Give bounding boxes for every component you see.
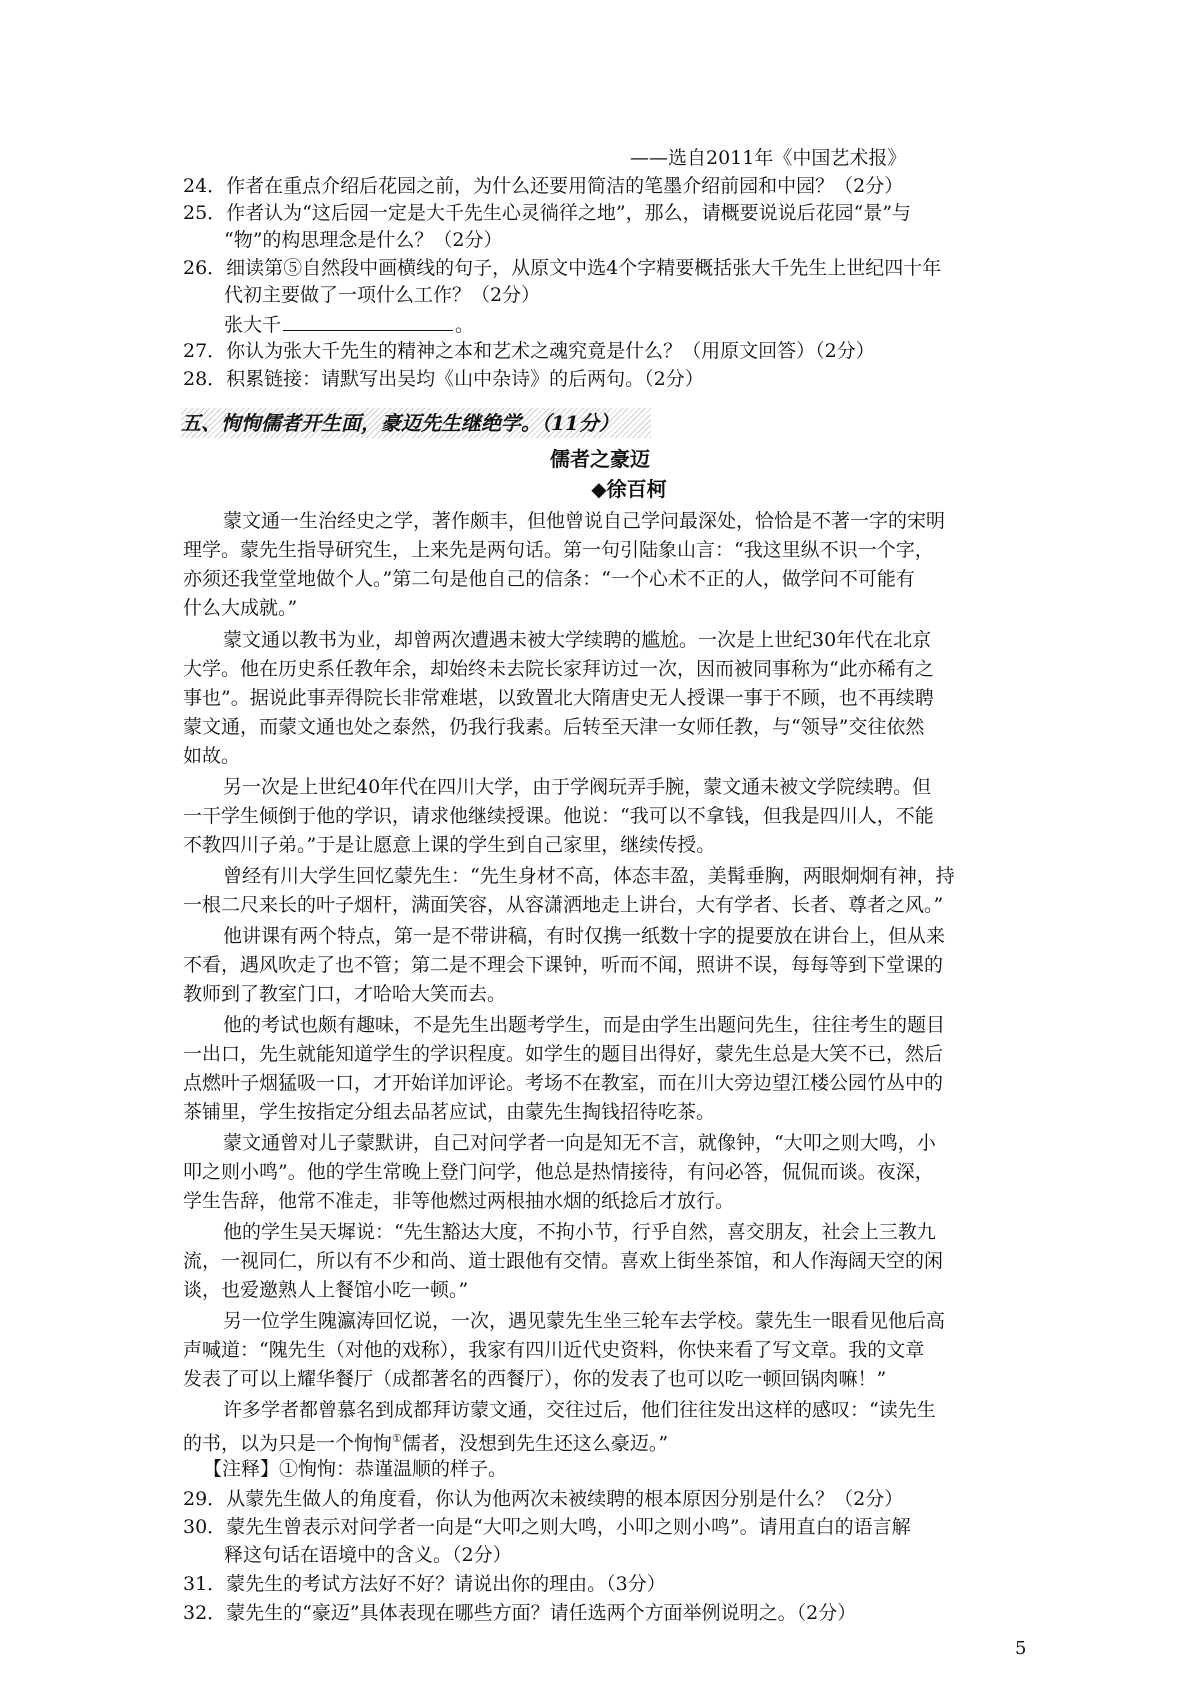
paragraph-line: 蒙文通，而蒙文通也处之泰然，仍我行我素。后转至天津一女师任教，与“领导”交往依然 bbox=[183, 716, 925, 738]
final-line-head: 的书，以为只是一个恂恂 bbox=[183, 1432, 393, 1455]
question-25-cont: “物”的构思理念是什么？（2分） bbox=[224, 229, 503, 251]
question-30: 30．蒙先生曾表示对问学者一向是“大叩之则大鸣，小叩之则小鸣”。请用直白的语言解 bbox=[183, 1516, 911, 1538]
answer-blank bbox=[283, 310, 453, 331]
question-32: 32．蒙先生的“豪迈”具体表现在哪些方面？请任选两个方面举例说明之。（2分） bbox=[183, 1602, 857, 1624]
question-24: 24．作者在重点介绍后花园之前，为什么还要用简洁的笔墨介绍前园和中园？（2分） bbox=[183, 175, 904, 197]
paragraph-line: 一出口，先生就能知道学生的学识程度。如学生的题目出得好，蒙先生总是大笑不已，然后 bbox=[183, 1043, 944, 1065]
paragraph-line: 什么大成就。” bbox=[183, 597, 298, 619]
answer-suffix: 。 bbox=[455, 314, 475, 336]
paragraph-line: 声喊道：“隗先生（对他的戏称），我家有四川近代史资料，你快来看了写文章。我的文章 bbox=[183, 1339, 925, 1361]
footnote-marker: ① bbox=[392, 1432, 402, 1445]
final-line-tail: 儒者，没想到先生还这么豪迈。” bbox=[401, 1432, 669, 1455]
paragraph-line: 流，一视同仁，所以有不少和尚、道士跟他有交情。喜欢上街坐茶馆，和人作海阔天空的闲 bbox=[183, 1250, 944, 1272]
question-27: 27．你认为张大千先生的精神之本和艺术之魂究竟是什么？（用原文回答）（2分） bbox=[183, 340, 875, 362]
paragraph-line: 不看，遇风吹走了也不管；第二是不理会下课钟，听而不闻，照讲不误，每每等到下堂课的 bbox=[183, 954, 944, 976]
question-26-cont: 代初主要做了一项什么工作？（2分） bbox=[224, 284, 541, 306]
paragraph-line: 茶铺里，学生按指定分组去品茗应试，由蒙先生掏钱招待吃茶。 bbox=[183, 1101, 716, 1123]
paragraph-line: 另一位学生隗瀛涛回忆说，一次，遇见蒙先生坐三轮车去学校。蒙先生一眼看见他后高 bbox=[223, 1310, 946, 1332]
answer-prefix: 张大千 bbox=[224, 314, 282, 336]
paragraph-line: 学生告辞，他常不准走，非等他燃过两根抽水烟的纸捻后才放行。 bbox=[183, 1190, 735, 1212]
annotation-note: 【注释】①恂恂：恭谨温顺的样子。 bbox=[203, 1458, 508, 1480]
paragraph-line: 教师到了教室门口，才哈哈大笑而去。 bbox=[183, 983, 507, 1005]
paragraph-line: 他的学生吴天墀说：“先生豁达大度，不拘小节，行乎自然，喜交朋友，社会上三教九 bbox=[223, 1221, 936, 1243]
paragraph-line: 亦须还我堂堂地做个人。”第二句是他自己的信条：“一个心术不正的人，做学问不可能有 bbox=[183, 568, 915, 590]
paragraph-line: 一根二尺来长的叶子烟杆，满面笑容，从容潇洒地走上讲台，大有学者、长者、尊者之风。” bbox=[183, 894, 944, 916]
paragraph-line: 蒙文通曾对儿子蒙默讲，自己对问学者一向是知无不言，就像钟，“大叩之则大鸣，小 bbox=[223, 1132, 936, 1154]
paragraph-line: 许多学者都曾慕名到成都拜访蒙文通，交往过后，他们往往发出这样的感叹：“读先生 bbox=[223, 1399, 936, 1421]
question-30-cont: 释这句话在语境中的含义。（2分） bbox=[224, 1544, 512, 1566]
section-heading: 五、恂恂儒者开生面，豪迈先生继绝学。（11分） bbox=[181, 408, 651, 438]
question-25: 25．作者认为“这后园一定是大千先生心灵徜徉之地”，那么，请概要说说后花园“景”与 bbox=[183, 202, 912, 224]
paragraph-line: 蒙文通以教书为业，却曾两次遭遇未被大学续聘的尴尬。一次是上世纪30年代在北京 bbox=[223, 629, 932, 651]
paragraph-line: 叩之则小鸣”。他的学生常晚上登门问学，他总是热情接待，有问必答，侃侃而谈。夜深， bbox=[183, 1161, 934, 1183]
source-citation: ——选自2011年《中国艺术报》 bbox=[630, 147, 907, 169]
paragraph-line: 理学。蒙先生指导研究生，上来先是两句话。第一句引陆象山言：“我这里纵不识一个字， bbox=[183, 539, 934, 561]
paragraph-line: 点燃叶子烟猛吸一口，才开始详加评论。考场不在教室，而在川大旁边望江楼公园竹丛中的 bbox=[183, 1072, 944, 1094]
question-31: 31．蒙先生的考试方法好不好？请说出你的理由。（3分） bbox=[183, 1573, 666, 1595]
question-26-answer-line bbox=[224, 310, 474, 339]
paragraph-line: 大学。他在历史系任教年余，却始终未去院长家拜访过一次，因而被同事称为“此亦稀有之 bbox=[183, 658, 934, 680]
paragraph-line: 事也”。据说此事弄得院长非常难堪，以致置北大隋唐史无人授课一事于不顾，也不再续聘 bbox=[183, 687, 934, 709]
article-author: ◆徐百柯 bbox=[591, 477, 667, 501]
paragraph-line: 如故。 bbox=[183, 745, 241, 767]
paragraph-line: 曾经有川大学生回忆蒙先生：“先生身材不高，体态丰盈，美髯垂胸，两眼炯炯有神，持 bbox=[223, 865, 955, 887]
paragraph-line: 一干学生倾倒于他的学识，请求他继续授课。他说：“我可以不拿钱，但我是四川人，不能 bbox=[183, 805, 934, 827]
paragraph-line: 蒙文通一生治经史之学，著作颇丰，但他曾说自己学问最深处，恰恰是不著一字的宋明 bbox=[223, 510, 946, 532]
paragraph-line: 谈，也爱邀熟人上餐馆小吃一顿。” bbox=[183, 1279, 469, 1301]
paragraph-line: 他的考试也颇有趣味，不是先生出题考学生，而是由学生出题问先生，往往考生的题目 bbox=[223, 1014, 946, 1036]
paragraph-line: 不教四川子弟。”于是让愿意上课的学生到自己家里，继续传授。 bbox=[183, 834, 716, 856]
article-title: 儒者之豪迈 bbox=[550, 447, 650, 471]
page-number: 5 bbox=[1015, 1638, 1027, 1659]
question-29: 29．从蒙先生做人的角度看，你认为他两次未被续聘的根本原因分别是什么？（2分） bbox=[183, 1488, 904, 1510]
question-28: 28．积累链接：请默写出吴均《山中杂诗》的后两句。（2分） bbox=[183, 368, 704, 390]
paragraph-line: 他讲课有两个特点，第一是不带讲稿，有时仅携一纸数十字的提要放在讲台上，但从来 bbox=[223, 925, 946, 947]
paragraph-line: 另一次是上世纪40年代在四川大学，由于学阀玩弄手腕，蒙文通未被文学院续聘。但 bbox=[223, 776, 932, 798]
question-26: 26．细读第⑤自然段中画横线的句子，从原文中选4个字精要概括张大千先生上世纪四十年 bbox=[183, 257, 942, 279]
paragraph-line: 发表了可以上耀华餐厅（成都著名的西餐厅），你的发表了也可以吃一顿回锅肉嘛！” bbox=[183, 1368, 887, 1390]
